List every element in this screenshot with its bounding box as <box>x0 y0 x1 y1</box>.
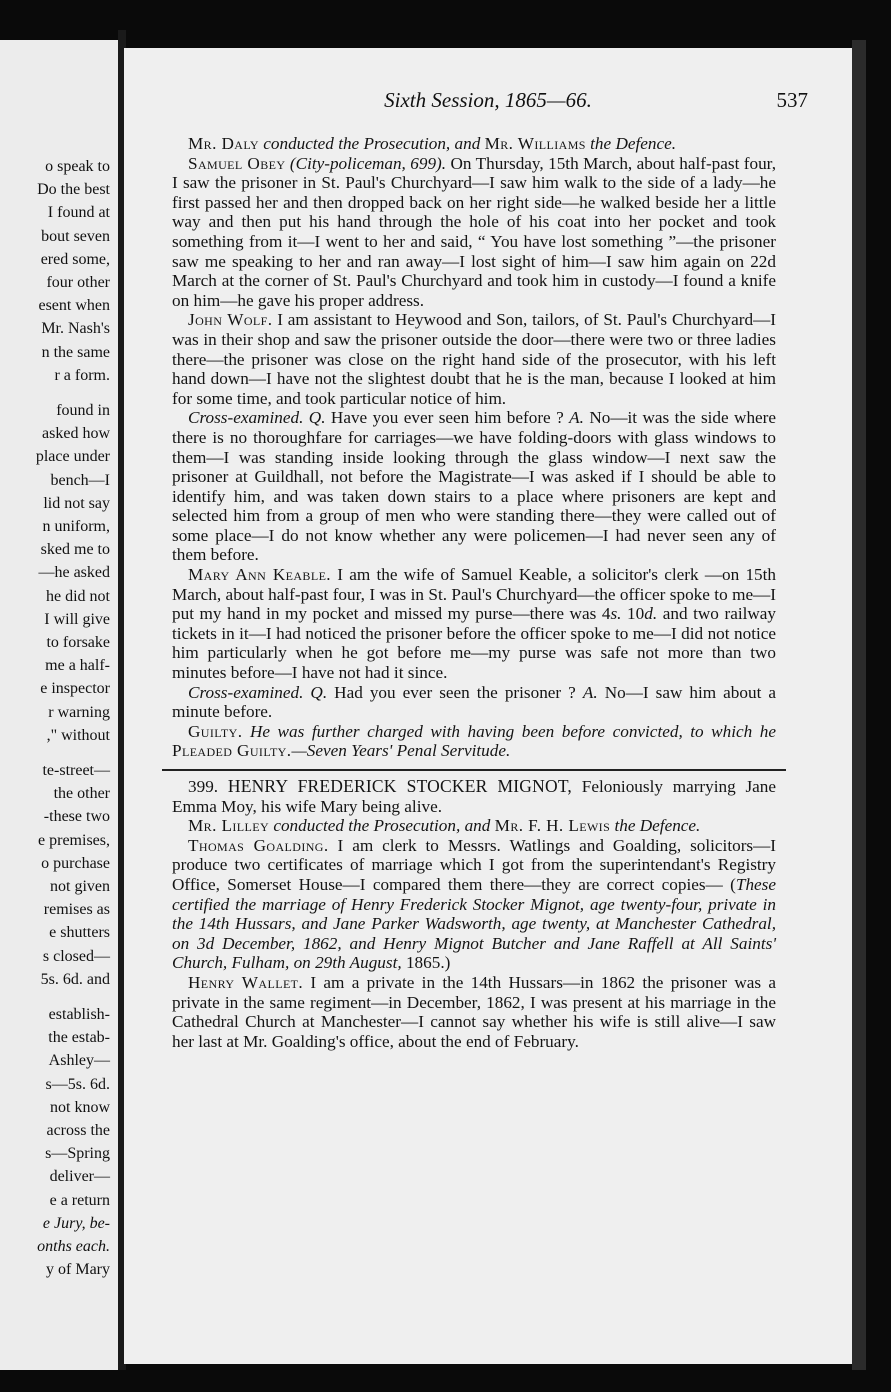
testimony-john-wolf <box>172 310 776 408</box>
left-page-line: e a return <box>49 1191 110 1209</box>
left-page-line: I will give <box>44 610 110 628</box>
question-text: Have you ever seen him before ? <box>330 408 564 428</box>
left-page-line: s—Spring <box>45 1145 110 1163</box>
left-page <box>0 40 118 1370</box>
certificate-text: These certified the marriage of Henry Frederick Stocker Mignot, age twenty-four, private in the 14th Hussars, and Jane Parker Wadsworth, age twenty, at Manchester Cathedral, on 3d December, 1862, and Henry Mignot Butcher and Jane Raffell at All Saints' Church, Fulham, on 29th August, <box>172 874 776 973</box>
left-page-line: onths each. <box>37 1238 110 1255</box>
left-page-line: e shutters <box>49 924 110 942</box>
shillings-abbr: s. <box>610 604 622 624</box>
testimony-mary-ann-keable <box>172 565 776 683</box>
cross-label: Cross-examined. <box>188 408 304 428</box>
case-heading-399 <box>172 777 776 816</box>
page-header <box>124 88 852 118</box>
left-page-line: e inspector <box>40 680 110 698</box>
witness-name: Mary Ann Keable. <box>188 565 331 585</box>
testimony-text: and two railway tickets in it—I had noticed the prisoner before the officer spoke to me—I did not notice him particularly when he got before me—my purse was safe not more than two minutes before—I have not had it since. <box>172 604 777 683</box>
answer-text: No—I saw him about a minute before. <box>172 682 777 722</box>
left-page-line: sked me to <box>40 541 110 559</box>
left-page-line: Do the best <box>37 181 110 199</box>
left-page-line: not know <box>50 1098 110 1116</box>
left-page-line: the other <box>53 785 110 803</box>
left-page-line: e Jury, be- <box>42 1214 110 1232</box>
testimony-text: I am a private in the 14th Hussars—in 1862 the prisoner was a private in the same regiment—in December, 1862, I was present at his marriage in the Cathedral Church at Manchester—I cannot say whether his wife is still alive—I saw her last at Mr. Goalding's office, about the end of February. <box>172 972 776 1051</box>
left-page-line: establish- <box>48 1006 110 1023</box>
testimony-text: On Thursday, 15th March, about half-past four, I saw the prisoner in St. Paul's Churchyard—I saw him walk to the side of a lady—he first passed her and then dropped back on her right side—he walked beside her a little way and then put his hand through the hole of his coat into her pocket and took something from it—I went to her and said, “ You have lost something ”—the prisoner saw me speaking to her and ran away—I lost sight of him—I saw him again on 22d March at the corner of St. Paul's Churchyard and took him in custody—I found a knife on him—he gave his proper address. <box>172 153 777 310</box>
page-edge <box>852 40 866 1370</box>
page-number: 537 <box>776 88 808 112</box>
testimony-text: I am clerk to Messrs. Watlings and Goalding, solicitors—I produce two certificates of marriage which I got from the superintendant's Registry Office, Somerset House—I compared them there—they are correct copies— ( <box>172 835 777 894</box>
left-page-line: lid not say <box>43 494 110 512</box>
left-page-line: r warning <box>48 703 110 721</box>
left-page-line: te-street— <box>42 762 110 779</box>
left-page-line: ," without <box>46 726 110 744</box>
pence-abbr: d. <box>644 604 658 624</box>
left-page-line: remises as <box>43 901 110 919</box>
left-page-line: the estab- <box>48 1029 110 1047</box>
left-page-line: 5s. 6d. and <box>40 970 110 988</box>
left-page-line: s closed— <box>42 947 110 965</box>
testimony-thomas-goalding <box>172 836 776 973</box>
verdict-text: He was further charged with having been before convicted, to which he <box>249 721 777 741</box>
left-page-line: ered some, <box>40 250 110 268</box>
case-divider <box>162 769 786 771</box>
testimony-samuel-obey <box>172 154 776 311</box>
left-page-line: n the same <box>41 343 110 361</box>
verdict <box>172 722 776 761</box>
left-page-line: I found at <box>47 204 110 222</box>
left-page-line: place under <box>35 448 110 466</box>
page-body <box>172 134 776 1051</box>
question-text: Had you ever seen the prisoner ? <box>334 682 576 702</box>
left-page-line: found in <box>56 402 110 419</box>
testimony-text: 1865.) <box>401 953 451 973</box>
left-page-line: deliver— <box>49 1168 110 1186</box>
left-page-line: four other <box>46 274 110 291</box>
left-page-line: not given <box>50 878 110 895</box>
cross-label: Cross-examined. <box>188 682 304 702</box>
left-page-line: esent when <box>38 297 110 315</box>
question-marker: Q. <box>308 408 326 428</box>
left-page-line: me a half- <box>45 657 110 675</box>
left-page-line: bench—I <box>50 471 110 489</box>
left-page-line: he did not <box>46 587 110 605</box>
witness-name: Henry Wallet. <box>188 972 304 992</box>
left-page-line: s—5s. 6d. <box>45 1075 110 1093</box>
running-head: Sixth Session, 1865—66. <box>384 88 592 112</box>
defence-counsel: Mr. F. H. Lewis <box>494 816 611 836</box>
defence-counsel: Mr. Williams <box>484 134 586 153</box>
prosecution-counsel: Mr. Daly <box>188 134 259 153</box>
left-page-line: -these two <box>43 808 110 826</box>
question-marker: Q. <box>310 682 328 702</box>
witness-name: Thomas Goalding. <box>188 835 329 855</box>
left-page-line: to forsake <box>46 634 110 651</box>
cross-examination-john-wolf <box>172 408 776 565</box>
counsel-line <box>172 134 776 154</box>
left-page-line: across the <box>46 1122 110 1139</box>
left-page-line: asked how <box>42 425 110 443</box>
answer-text: No—it was the side where there is no thoroughfare for carriages—we have folding-doors with glass windows to them—I was standing inside looking through the glass window—I next saw the prisoner at Guildhall, not before the Magistrate—I was asked if I should be able to identify him, and was taken down stairs to a place where prisoners are kept and selected him from a group of men who were standing there—they were called out of some place—I do not know whether any were policemen—I had never seen any of them before. <box>172 408 777 565</box>
testimony-text: 10 <box>621 604 645 624</box>
counsel-text: conducted the Prosecution, and <box>273 816 491 836</box>
left-page-line: o purchase <box>41 854 110 872</box>
left-page-line: Ashley— <box>48 1052 110 1070</box>
right-page <box>124 48 852 1364</box>
left-page-line: e premises, <box>38 831 110 849</box>
left-page-line: y of Mary <box>46 1261 110 1279</box>
prosecution-counsel: Mr. Lilley <box>188 816 270 836</box>
answer-marker: A. <box>582 682 598 702</box>
witness-name: Samuel Obey <box>188 153 286 173</box>
sentence-text: —Seven Years' Penal Servitude. <box>291 741 511 761</box>
counsel-text: the Defence. <box>590 134 677 153</box>
case-number: 399. <box>188 777 219 796</box>
verdict-guilty: Guilty. <box>188 721 243 741</box>
cross-examination-mary-ann-keable <box>172 683 776 722</box>
testimony-henry-wallet <box>172 973 776 1051</box>
charge-text: Feloniously marrying Jane Emma Moy, his wife Mary being alive. <box>172 777 777 816</box>
left-page-line: n uniform, <box>42 518 110 535</box>
testimony-text: I am the wife of Samuel Keable, a solicitor's clerk —on 15th March, about half-past four, I was in St. Paul's Churchyard—the officer spoke to me—I put my hand in my pocket and missed my purse—there was 4 <box>172 565 776 624</box>
counsel-line <box>172 816 776 836</box>
defendant-name: HENRY FREDERICK STOCKER MIGNOT, <box>227 776 572 796</box>
left-page-line: —he asked <box>38 564 110 582</box>
left-page-line: r a form. <box>54 366 110 384</box>
witness-role: (City-policeman, 699). <box>289 153 447 173</box>
answer-marker: A. <box>569 408 584 428</box>
counsel-text: the Defence. <box>614 816 701 836</box>
counsel-text: conducted the Prosecution, and <box>263 134 481 153</box>
witness-name: John Wolf. <box>188 310 273 330</box>
left-page-line: bout seven <box>41 227 110 245</box>
left-page-line: Mr. Nash's <box>41 320 110 338</box>
verdict-pleaded: Pleaded Guilty. <box>172 741 292 761</box>
left-page-line: o speak to <box>45 158 110 175</box>
testimony-text: I am assistant to Heywood and Son, tailors, of St. Paul's Churchyard—I was in their shop and saw the prisoner outside the door—there were two or three ladies there—the prisoner was close on the right hand side of the prosecutor, with his left hand down—I have not the slightest doubt that he is the man, because I looked at him for some time, and took particular notice of him. <box>172 310 777 408</box>
